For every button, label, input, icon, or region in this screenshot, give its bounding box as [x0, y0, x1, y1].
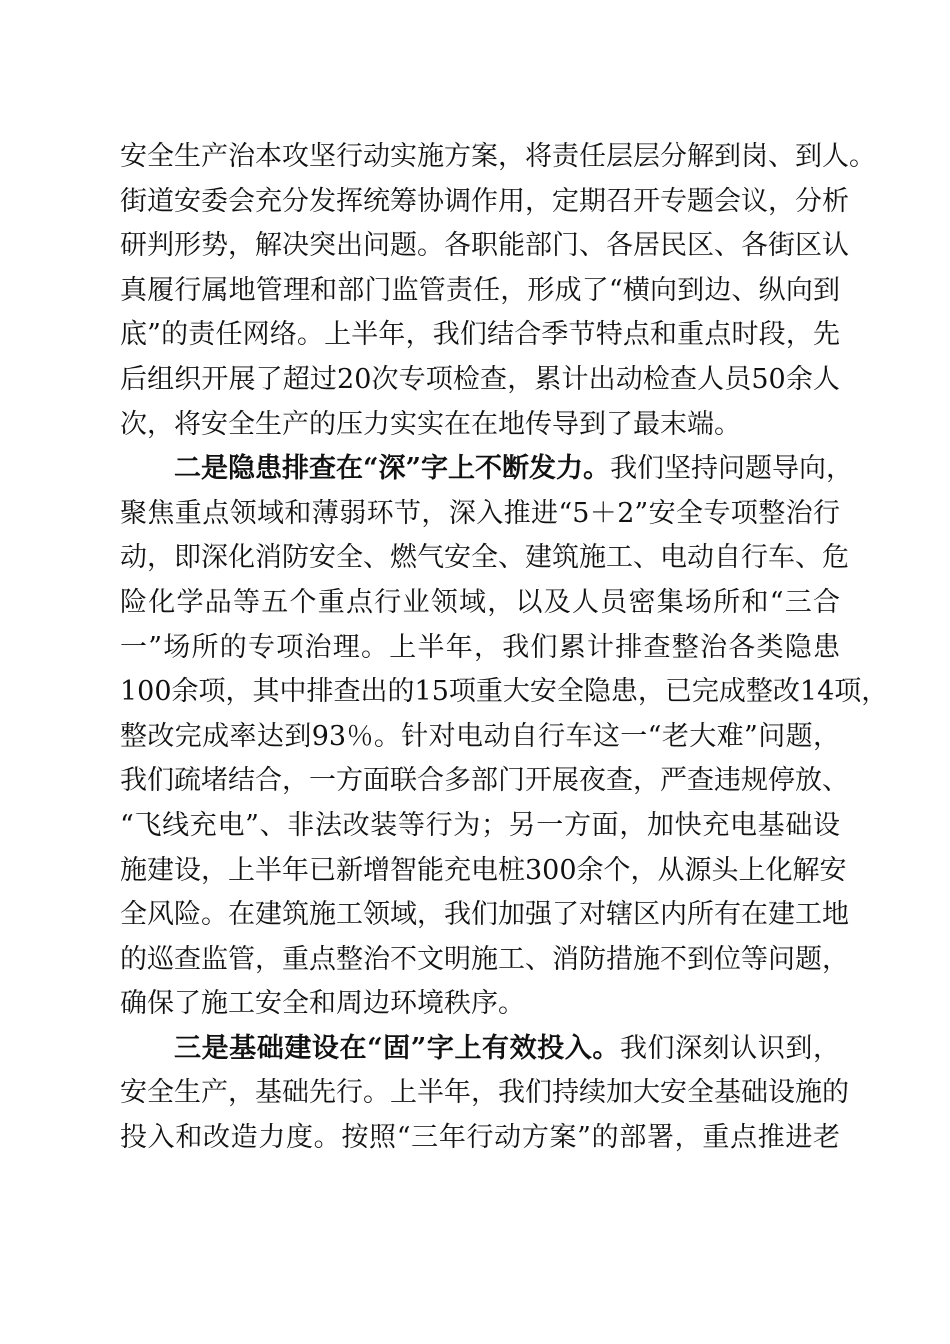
- text-line: “飞线充电”、非法改装等行为；另一方面，加快充电基础设: [120, 809, 840, 841]
- paragraph-hazard-inspection: [120, 447, 889, 1027]
- text-line: 险化学品等五个重点行业领域，以及人员密集场所和“三合: [120, 586, 840, 618]
- text-line: 一”场所的专项治理。上半年，我们累计排查整治各类隐患: [120, 631, 840, 663]
- text-line: 真履行属地管理和部门监管责任，形成了“横向到边、纵向到: [120, 274, 840, 306]
- paragraph-heading: 二是隐患排查在“深”字上不断发力。: [174, 453, 611, 485]
- paragraph-first-line: [120, 447, 854, 492]
- text-span: 我们坚持问题导向，: [610, 453, 854, 485]
- text-line: 街道安委会充分发挥统筹协调作用，定期召开专题会议，分析: [120, 185, 849, 217]
- text-line: 的巡查监管，重点整治不文明施工、消防措施不到位等问题，: [120, 943, 849, 975]
- text-line: 安全生产治本攻坚行动实施方案，将责任层层分解到岗、到人。: [120, 141, 876, 172]
- text-line: 施建设，上半年已新增智能充电桩300余个，从源头上化解安: [120, 854, 847, 886]
- text-line: 全风险。在建筑施工领域，我们加强了对辖区内所有在建工地: [120, 899, 849, 931]
- text-line: 后组织开展了超过20次专项检查，累计出动检查人员50余人: [120, 363, 840, 395]
- text-line: 100余项，其中排查出的15项重大安全隐患，已完成整改14项，: [120, 676, 889, 708]
- text-line: 我们疏堵结合，一方面联合多部门开展夜查，严查违规停放、: [120, 765, 849, 797]
- text-line: 投入和改造力度。按照“三年行动方案”的部署，重点推进老: [120, 1122, 840, 1154]
- text-line: 次，将安全生产的压力实实在在地传导到了最末端。: [120, 408, 741, 440]
- text-line: 底”的责任网络。上半年，我们结合季节特点和重点时段，先: [120, 319, 840, 351]
- text-line: 动，即深化消防安全、燃气安全、建筑施工、电动自行车、危: [120, 542, 849, 574]
- paragraph-first-line: [120, 1027, 840, 1072]
- text-line: 整改完成率达到93％。针对电动自行车这一“老大难”问题，: [120, 720, 840, 752]
- paragraph-heading: 三是基础建设在“固”字上有效投入。: [174, 1032, 620, 1064]
- paragraph-responsibility: [120, 135, 876, 447]
- text-span: 我们深刻认识到，: [619, 1032, 841, 1064]
- text-line: 安全生产，基础先行。上半年，我们持续加大安全基础设施的: [120, 1077, 849, 1109]
- text-line: 研判形势，解决突出问题。各职能部门、各居民区、各街区认: [120, 230, 849, 262]
- paragraph-infrastructure: [120, 1027, 849, 1161]
- document-body: [120, 135, 889, 1161]
- text-line: 聚焦重点领域和薄弱环节，深入推进“5＋2”安全专项整治行: [120, 497, 840, 529]
- text-line: 确保了施工安全和周边环境秩序。: [120, 988, 525, 1020]
